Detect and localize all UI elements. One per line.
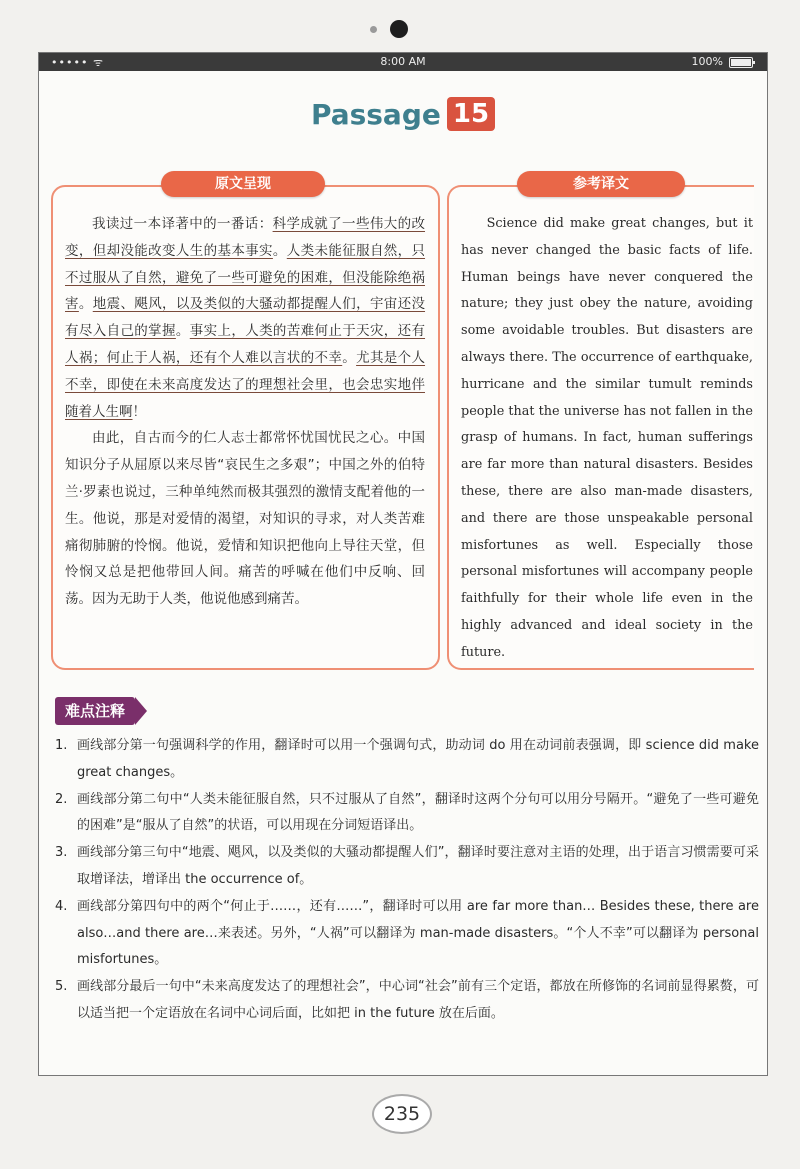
underlined-sentence: 科学成就了一些伟大的改变，但却没能改变人生的基本事实 — [65, 216, 426, 259]
note-text: 画线部分第一句强调科学的作用，翻译时可以用一个强调句式，助动词 do 用在动词前表强调，即 science did make great changes。 — [77, 738, 759, 780]
text-segment: ！ — [132, 403, 146, 420]
original-chinese-text — [65, 211, 425, 613]
notes-list — [53, 733, 759, 1028]
page-dot-active[interactable] — [390, 20, 408, 38]
note-item — [53, 840, 759, 894]
note-number: 3. — [55, 845, 68, 861]
tablet-screen — [38, 52, 768, 1076]
underlined-sentence: 人类未能征服自然，只不过服从了自然，避免了一些可避免的困难，但没能除绝祸害 — [65, 242, 426, 313]
passage-title — [39, 97, 767, 131]
note-item — [53, 733, 759, 787]
passage-number-badge: 15 — [447, 97, 495, 131]
note-number: 1. — [55, 738, 68, 753]
page-number: 235 — [372, 1094, 432, 1134]
note-item — [53, 974, 759, 1028]
note-text: 画线部分第二句中“人类未能征服自然，只不过服从了自然”，翻译时这两个分句可以用分号隔开。“避免了一些可避免的困难”是“服从了自然”的状语，可以用现在分词短语译出。 — [77, 791, 759, 834]
page-dot-inactive[interactable] — [370, 26, 377, 33]
translation-paragraph: Science did make great changes, but it has never changed the basic facts of life. Human beings have never conquered the nature; they just obey the nature, avoiding some avoidable troubles. But disasters are always there. The occurrence of earthquake, hurricane and the similar tumult reminds people that the universe has not fallen in the grasp of humans. In fact, human sufferings are far more than natural disasters. Besides these, there are also man-made disasters, and there are those unspeakable personal misfortunes as well. Especially those personal misfortunes will accompany people faithfully for their whole life even in the highly advanced and ideal society in the future. — [461, 216, 753, 660]
note-text: 画线部分第三句中“地震、飓风，以及类似的大骚动都提醒人们”，翻译时要注意对主语的处理，出于语言习惯需要可采取增译法，增译出 the occurrence of。 — [77, 845, 759, 887]
signal-wifi-icon: ••••• ᯤ — [51, 56, 104, 69]
underlined-sentence: 事实上，人类的苦难何止于天灾，还有人祸；何止于人祸，还有个人难以言状的不幸 — [65, 323, 426, 366]
text-segment: 。 — [78, 296, 93, 313]
text-segment: 。 — [272, 242, 287, 259]
note-number: 2. — [55, 791, 68, 807]
battery-percent: 100% — [691, 55, 723, 68]
note-item — [53, 894, 759, 974]
reference-translation-text — [461, 211, 753, 667]
note-number: 4. — [55, 898, 68, 914]
translation-tab: 参考译文 — [517, 171, 685, 197]
original-text-tab: 原文呈现 — [161, 171, 325, 197]
note-text: 画线部分第四句中的两个“何止于……，还有……”，翻译时可以用 are far more than… Besides these, there are also…and there are…来表述。另外，“人祸”可以翻译为 man-made disasters。“个人不幸”可以翻译为 personal misfortunes。 — [77, 898, 759, 968]
note-item — [53, 787, 759, 841]
underlined-sentence: 地震、飓风，以及类似的大骚动都提醒人们，宇宙还没有尽入自己的掌握 — [65, 296, 426, 340]
page-indicator — [366, 18, 426, 42]
notes-heading: 难点注释 — [55, 697, 135, 725]
note-number: 5. — [55, 979, 68, 995]
text-segment: 。 — [175, 323, 190, 340]
original-paragraph-2: 由此，自古而今的仁人志士都常怀忧国忧民之心。中国知识分子从屈原以来尽皆“哀民生之多艰”；中国之外的伯特兰·罗素也说过，三种单纯然而极其强烈的激情支配着他的一生。他说，那是对爱情的渴望，对知识的寻求，对人类苦难痛彻肺腑的怜悯。他说，爱情和知识把他向上导往天堂，但怜悯又总是把他带回人间。痛苦的呼喊在他们中反响、回荡。因为无助于人类，他说他感到痛苦。 — [65, 430, 425, 608]
text-segment: 我读过一本译著中的一番话： — [92, 216, 273, 232]
status-bar — [39, 53, 767, 71]
original-paragraph-1 — [65, 211, 425, 425]
underlined-sentence: 尤其是个人不幸，即使在未来高度发达了的理想社会里，也会忠实地伴随着人生啊 — [65, 349, 426, 420]
text-segment: 。 — [342, 349, 357, 366]
note-text: 画线部分最后一句中“未来高度发达了的理想社会”，中心词“社会”前有三个定语，都放在所修饰的名词前显得累赘，可以适当把一个定语放在名词中心词后面，比如把 in the future 放在后面。 — [77, 979, 759, 1021]
battery-icon — [729, 57, 753, 68]
status-time: 8:00 AM — [380, 55, 426, 68]
passage-title-text: Passage — [310, 97, 441, 131]
